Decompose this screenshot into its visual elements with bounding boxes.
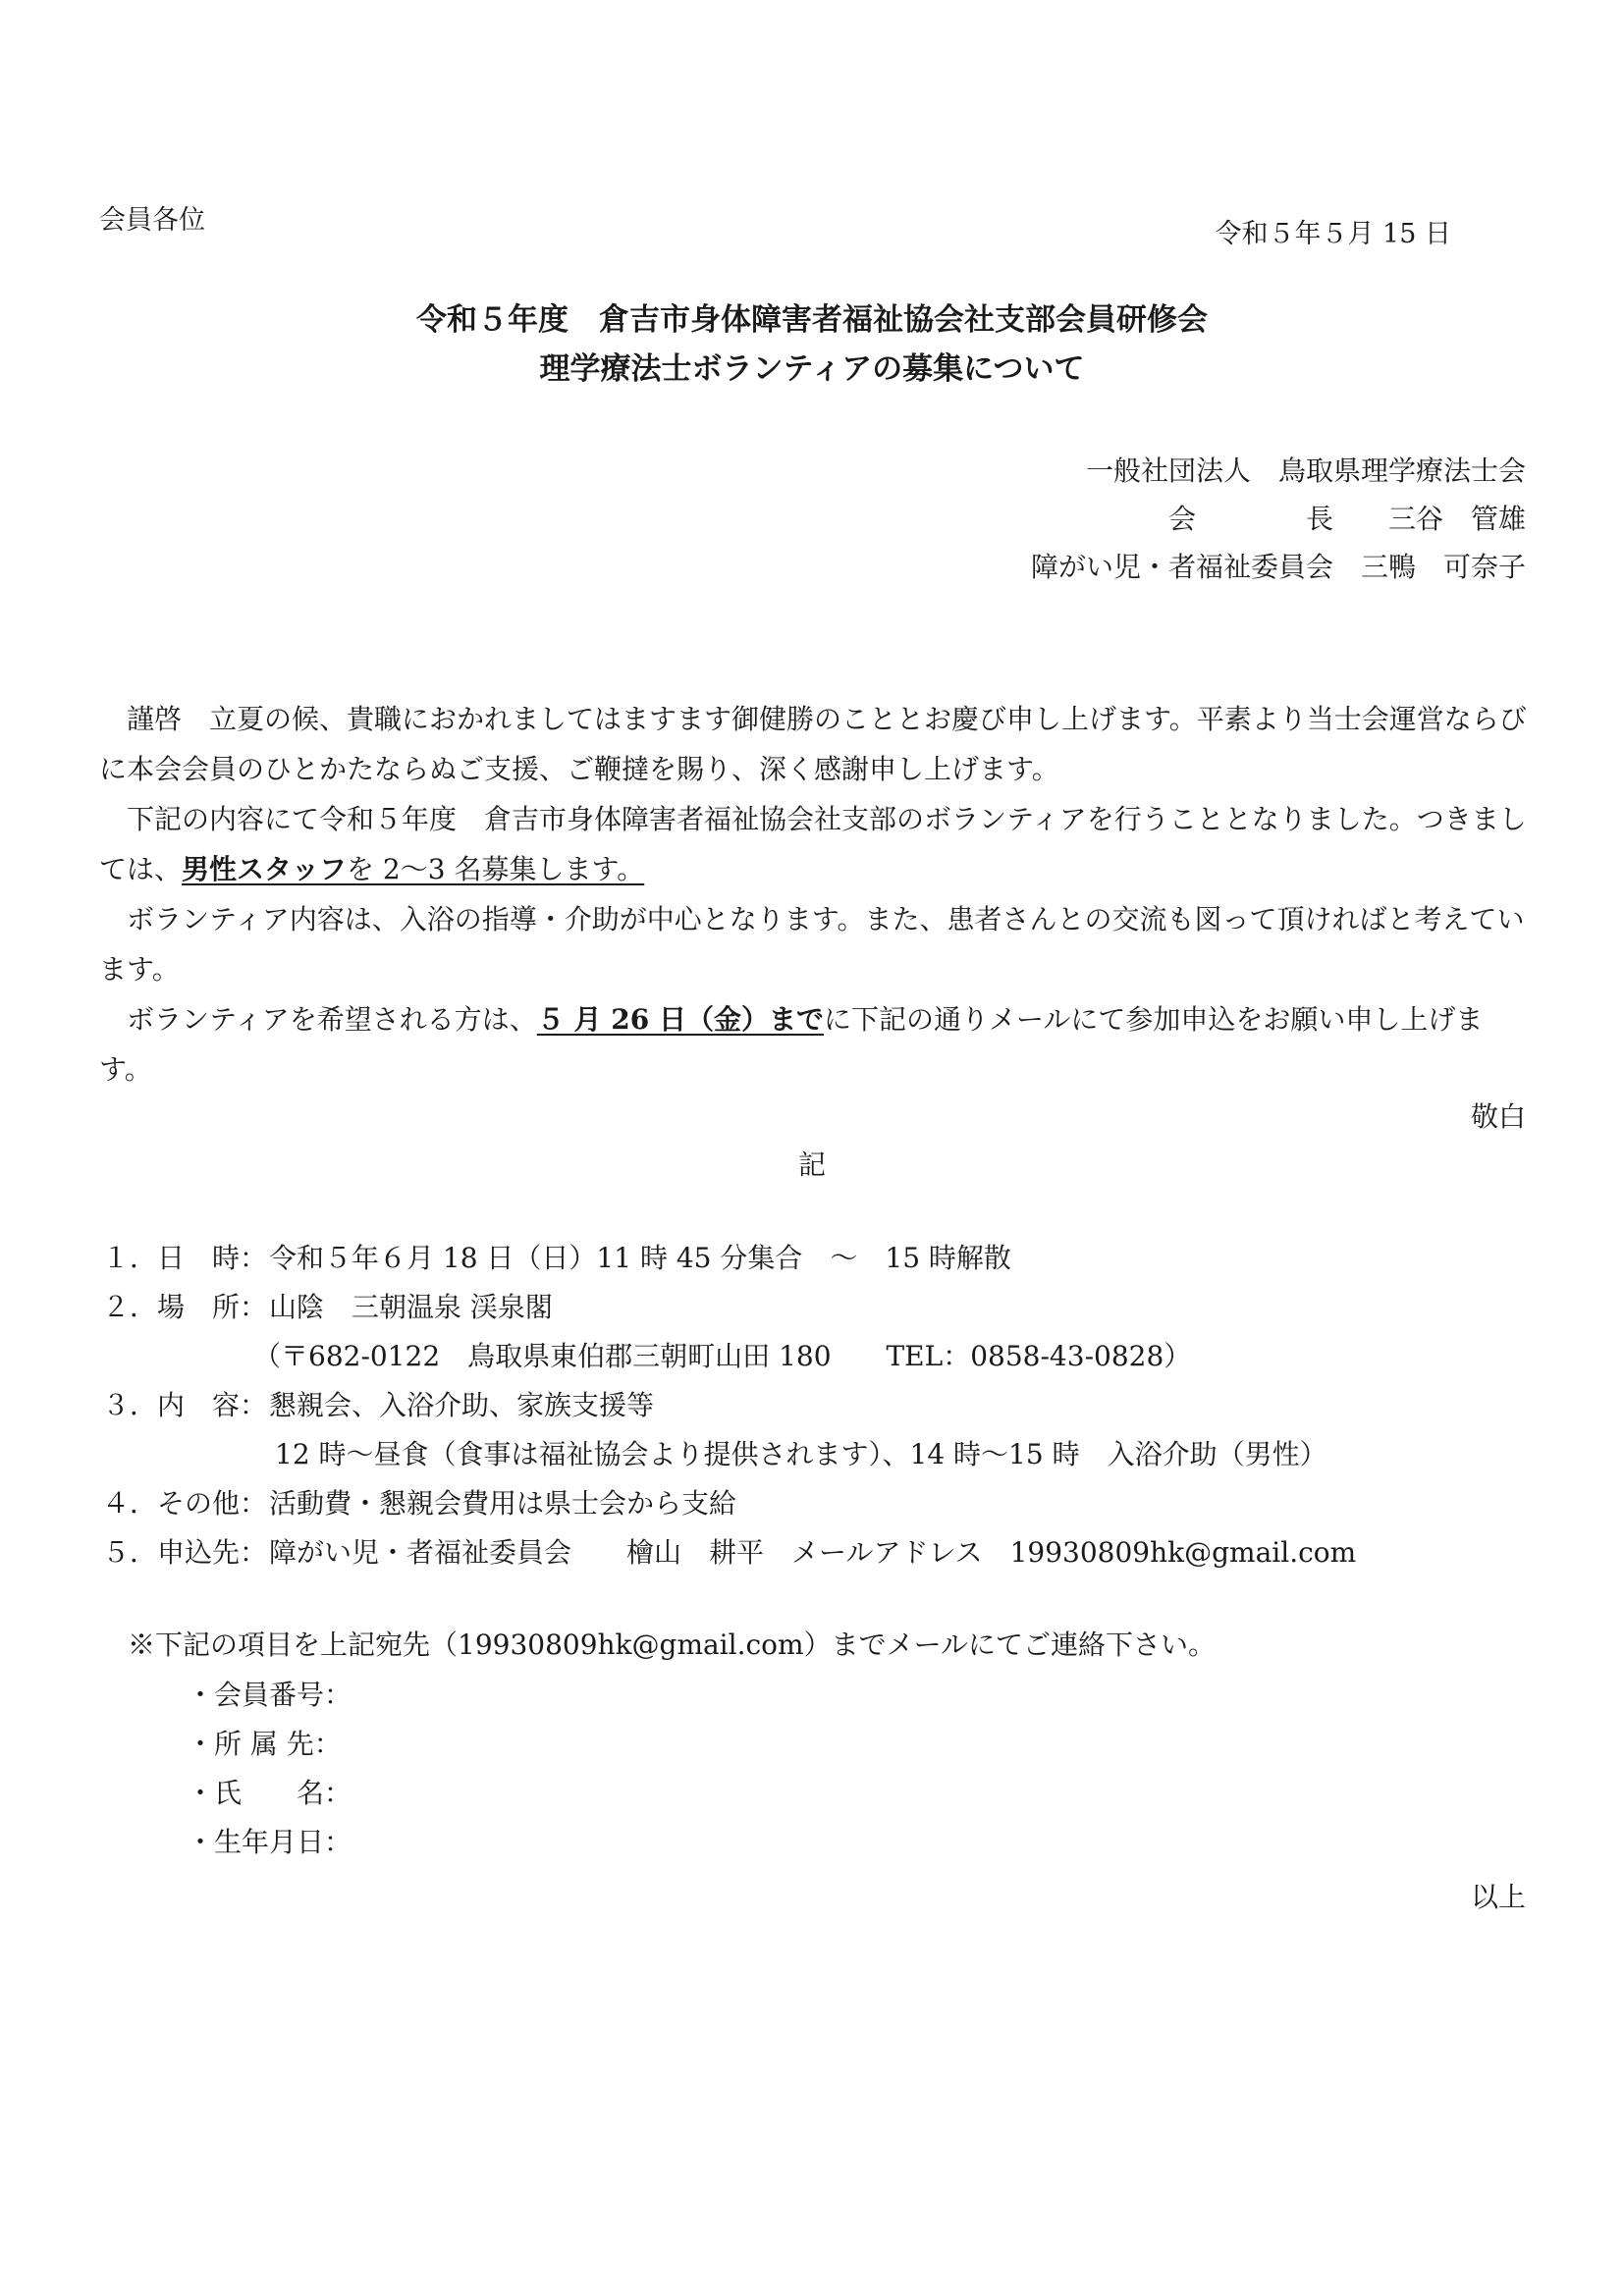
item-datetime (102, 1239, 1011, 1278)
item-value: 障がい児・者福祉委員会 檜山 耕平 メールアドレス 19930809hk@gmail.com (269, 1536, 1357, 1569)
recruitment-text: 下記の内容にて令和５年度 倉吉市身体障害者福祉協会社支部のボランティアを行うこととなりました。つきましては、 (99, 803, 1527, 885)
greeting-paragraph: 謹啓 立夏の候、貴職におかれましてはますます御健勝のこととお慶び申し上げます。平素より当士会運営ならびに本会会員のひとかたならぬご支援、ご鞭撻を賜り、深く感謝申し上げます。 (99, 703, 1527, 785)
sender-committee: 障がい児・者福祉委員会 三鴨 可奈子 (1030, 551, 1526, 583)
item-application (102, 1533, 1356, 1573)
end-mark: 以上 (1470, 1881, 1526, 1913)
content-schedule-detail: 12 時～昼食（食事は福祉協会より提供されます）、14 時～15 時 入浴介助（男性） (275, 1438, 1327, 1470)
deadline-date: ５ 月 26 日（金）まで (536, 1003, 824, 1036)
addressee: 会員各位 (99, 205, 205, 236)
closing-keihaku: 敬白 (1470, 1100, 1526, 1133)
document-title-line2: 理学療法士ボランティアの募集について (539, 351, 1085, 387)
male-staff-emphasis: 男性スタッフ (182, 853, 348, 885)
sender-organization: 一般社団法人 鳥取県理学療法士会 (1085, 454, 1526, 487)
item-value: 山陰 三朝温泉 渓泉閣 (269, 1291, 553, 1323)
item-value: 令和５年６月 18 日（日）11 時 45 分集合 ～ 15 時解散 (269, 1242, 1011, 1274)
item-other (102, 1484, 736, 1523)
deadline-intro: ボランティアを希望される方は、 (127, 1003, 537, 1036)
document-title-line1: 令和５年度 倉吉市身体障害者福祉協会社支部会員研修会 (416, 302, 1208, 338)
field-affiliation: ・所 属 先： (187, 1728, 342, 1760)
document-date: 令和５年５月 15 日 (1215, 219, 1451, 249)
item-label: ３．内 容： (102, 1389, 268, 1421)
deadline-outro: に下記の通りメールにて参加申込をお願い申し上げます。 (99, 1003, 1484, 1086)
item-label: ４．その他： (102, 1487, 268, 1520)
item-value: 懇親会、入浴介助、家族支援等 (269, 1389, 655, 1421)
item-label: ２．場 所： (102, 1291, 268, 1323)
field-member-number: ・会員番号： (187, 1679, 352, 1711)
deadline-paragraph (99, 994, 1533, 1095)
field-birthdate: ・生年月日： (187, 1826, 352, 1858)
item-label: １．日 時： (102, 1242, 268, 1274)
field-name: ・氏 名： (187, 1777, 352, 1809)
sender-president: 会 長 三谷 管雄 (1167, 503, 1526, 535)
location-address: （〒682-0122 鳥取県東伯郡三朝町山田 180 TEL：0858-43-0828） (253, 1340, 1192, 1372)
volunteer-content-paragraph: ボランティア内容は、入浴の指導・介助が中心となります。また、患者さんとの交流も図って頂ければと考えています。 (99, 903, 1525, 986)
ki-heading: 記 (797, 1148, 826, 1181)
item-label: ５．申込先： (102, 1536, 268, 1569)
contact-instruction: ※下記の項目を上記宛先（19930809hk@gmail.com）までメールにてご連絡下さい。 (128, 1629, 1217, 1661)
recruitment-paragraph (99, 794, 1533, 894)
recruit-count: を 2～3 名募集します。 (347, 853, 645, 885)
item-location (102, 1288, 553, 1327)
item-content (102, 1386, 654, 1425)
item-value: 活動費・懇親会費用は県士会から支給 (269, 1487, 737, 1520)
